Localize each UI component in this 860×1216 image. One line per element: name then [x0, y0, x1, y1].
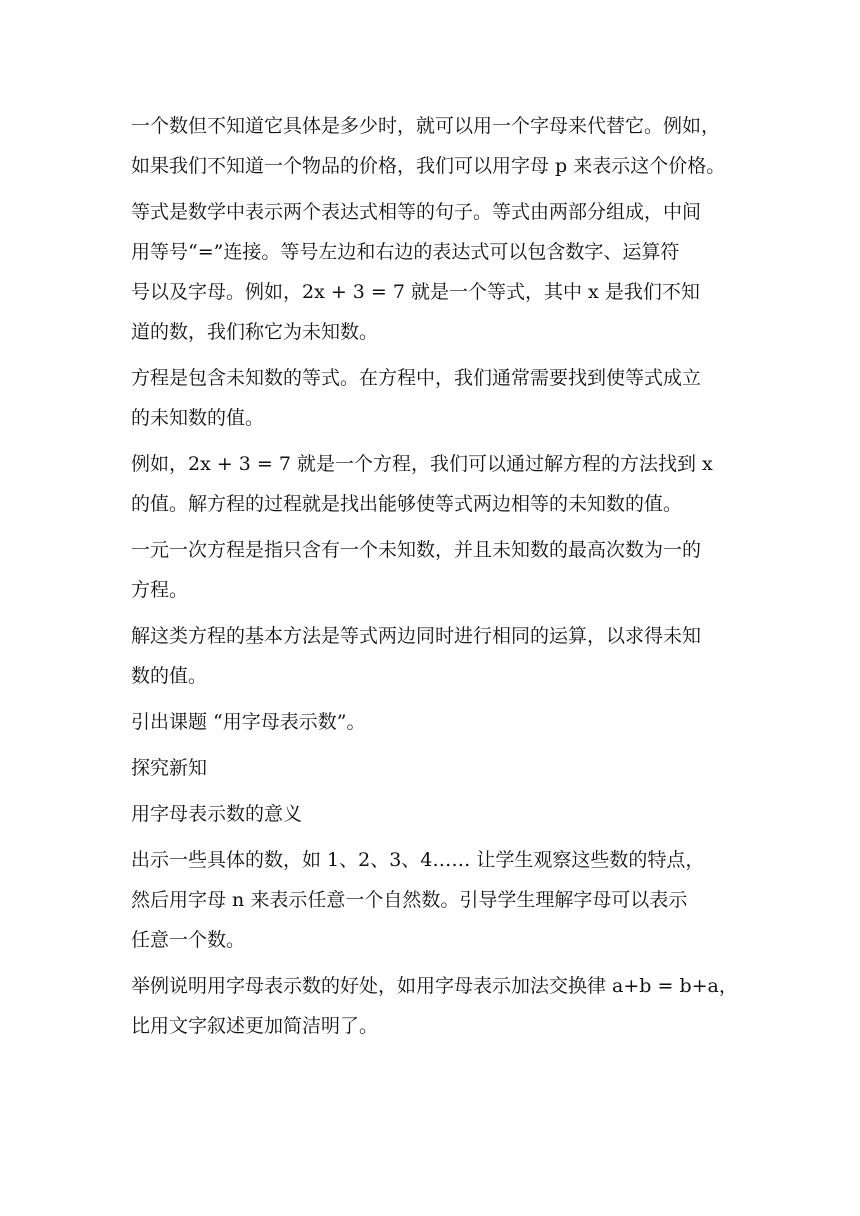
text-line: 道的数，我们称它为未知数。 [131, 321, 379, 343]
text-line: 探究新知 [131, 757, 208, 779]
section-heading [131, 748, 743, 788]
document-body [131, 106, 743, 1046]
text-line: 用字母表示数的意义 [131, 803, 303, 825]
text-line: 方程是包含未知数的等式。在方程中，我们通常需要找到使等式成立 [131, 367, 702, 389]
paragraph [131, 106, 743, 186]
text-line: 比用文字叙述更加简洁明了。 [131, 1015, 379, 1037]
paragraph [131, 702, 743, 742]
text-line: 的未知数的值。 [131, 407, 265, 429]
text-line: 一元一次方程是指只含有一个未知数，并且未知数的最高次数为一的 [131, 539, 702, 561]
paragraph [131, 966, 743, 1046]
text-line: 号以及字母。例如，2x + 3 = 7 就是一个等式，其中 x 是我们不知 [131, 281, 700, 303]
paragraph [131, 444, 743, 524]
text-line: 任意一个数。 [131, 929, 246, 951]
text-line: 例如，2x + 3 = 7 就是一个方程，我们可以通过解方程的方法找到 x [131, 453, 713, 475]
text-line: 引出课题 “用字母表示数”。 [131, 711, 366, 733]
paragraph [131, 616, 743, 696]
text-line: 方程。 [131, 579, 189, 601]
text-line: 如果我们不知道一个物品的价格，我们可以用字母 p 来表示这个价格。 [131, 155, 726, 177]
text-line: 的值。解方程的过程就是找出能够使等式两边相等的未知数的值。 [131, 493, 683, 515]
paragraph [131, 358, 743, 438]
paragraph [131, 192, 743, 352]
text-line: 数的值。 [131, 665, 208, 687]
paragraph [131, 840, 743, 960]
text-line: 解这类方程的基本方法是等式两边同时进行相同的运算，以求得未知 [131, 625, 702, 647]
text-line: 等式是数学中表示两个表达式相等的句子。等式由两部分组成，中间 [131, 201, 702, 223]
text-line: 然后用字母 n 来表示任意一个自然数。引导学生理解字母可以表示 [131, 889, 688, 911]
text-line: 举例说明用字母表示数的好处，如用字母表示加法交换律 a+b = b+a， [131, 975, 738, 997]
text-line: 用等号“=”连接。等号左边和右边的表达式可以包含数字、运算符 [131, 241, 680, 263]
paragraph [131, 530, 743, 610]
text-line: 一个数但不知道它具体是多少时，就可以用一个字母来代替它。例如， [131, 115, 721, 137]
text-line: 出示一些具体的数，如 1、2、3、4…… 让学生观察这些数的特点， [131, 849, 705, 871]
subsection-heading [131, 794, 743, 834]
